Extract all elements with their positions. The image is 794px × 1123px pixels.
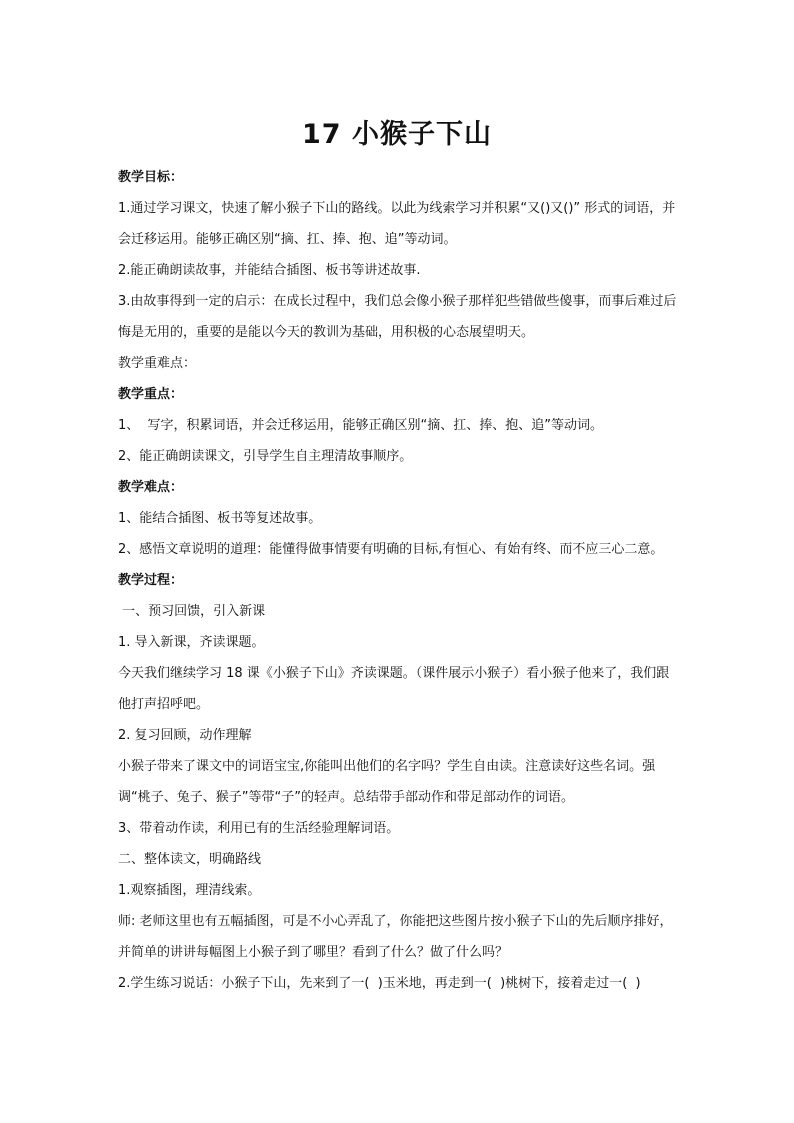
page-title: 17 小猴子下山 bbox=[302, 119, 492, 150]
step-2-1: 1.观察插图，理清线索。 bbox=[118, 883, 261, 898]
step-2-1-text: 师: 老师这里也有五幅插图，可是不小心弄乱了，你能把这些图片按小猴子下山的先后顺序排好，并简单的讲讲每幅图上小猴子到了哪里？看到了什么？做了什么吗？ bbox=[118, 914, 673, 960]
difficult-point-2: 2、感悟文章说明的道理：能懂得做事情要有明确的目标,有恒心、有始有终、而不应三心二意。 bbox=[118, 542, 664, 557]
heading-difficult-points: 教学难点： bbox=[118, 480, 184, 495]
step-1-1: 1. 导入新课，齐读课题。 bbox=[118, 635, 265, 650]
step-1-2-text: 小猴子带来了课文中的词语宝宝,你能叫出他们的名字吗？学生自由读。注意读好这些名词。强调“桃子、兔子、猴子”等带“子”的轻声。总结带手部动作和带足部动作的词语。 bbox=[118, 759, 656, 805]
key-point-1: 1、 写字，积累词语，并会迁移运用，能够正确区别“摘、扛、捧、抱、追”等动词。 bbox=[118, 418, 604, 433]
section-1-heading: 一、预习回馈，引入新课 bbox=[118, 604, 266, 619]
document-body bbox=[118, 162, 680, 999]
section-2-heading: 二、整体读文，明确路线 bbox=[118, 852, 262, 867]
goal-1: 1.通过学习课文，快速了解小猴子下山的路线。以此为线索学习并积累“又()又()” 形式的词语，并会迁移运用。能够正确区别“摘、扛、捧、抱、追”等动词。 bbox=[118, 201, 676, 247]
step-2-2: 2.学生练习说话：小猴子下山，先来到了一( )玉米地，再走到一( )桃树下，接着走过一( ) bbox=[118, 976, 641, 991]
step-1-3: 3、带着动作读，利用已有的生活经验理解词语。 bbox=[118, 821, 400, 836]
heading-teaching-goals: 教学目标： bbox=[118, 170, 184, 185]
heading-key-difficult-points: 教学重难点： bbox=[118, 356, 197, 371]
step-1-2: 2. 复习回顾，动作理解 bbox=[118, 728, 252, 743]
step-1-1-text: 今天我们继续学习 18 课《小猴子下山》齐读课题。（课件展示小猴子）看小猴子他来了，我们跟他打声招呼吧。 bbox=[118, 666, 670, 712]
goal-2: 2.能正确朗读故事，并能结合插图、板书等讲述故事. bbox=[118, 263, 421, 278]
heading-key-points: 教学重点： bbox=[118, 387, 184, 402]
difficult-point-1: 1、能结合插图、板书等复述故事。 bbox=[118, 511, 322, 526]
goal-3: 3.由故事得到一定的启示：在成长过程中，我们总会像小猴子那样犯些错做些傻事，而事后难过后悔是无用的，重要的是能以今天的教训为基础，用积极的心态展望明天。 bbox=[118, 294, 677, 340]
key-point-2: 2、能正确朗读课文，引导学生自主理清故事顺序。 bbox=[118, 449, 413, 464]
heading-teaching-process: 教学过程： bbox=[118, 573, 184, 588]
